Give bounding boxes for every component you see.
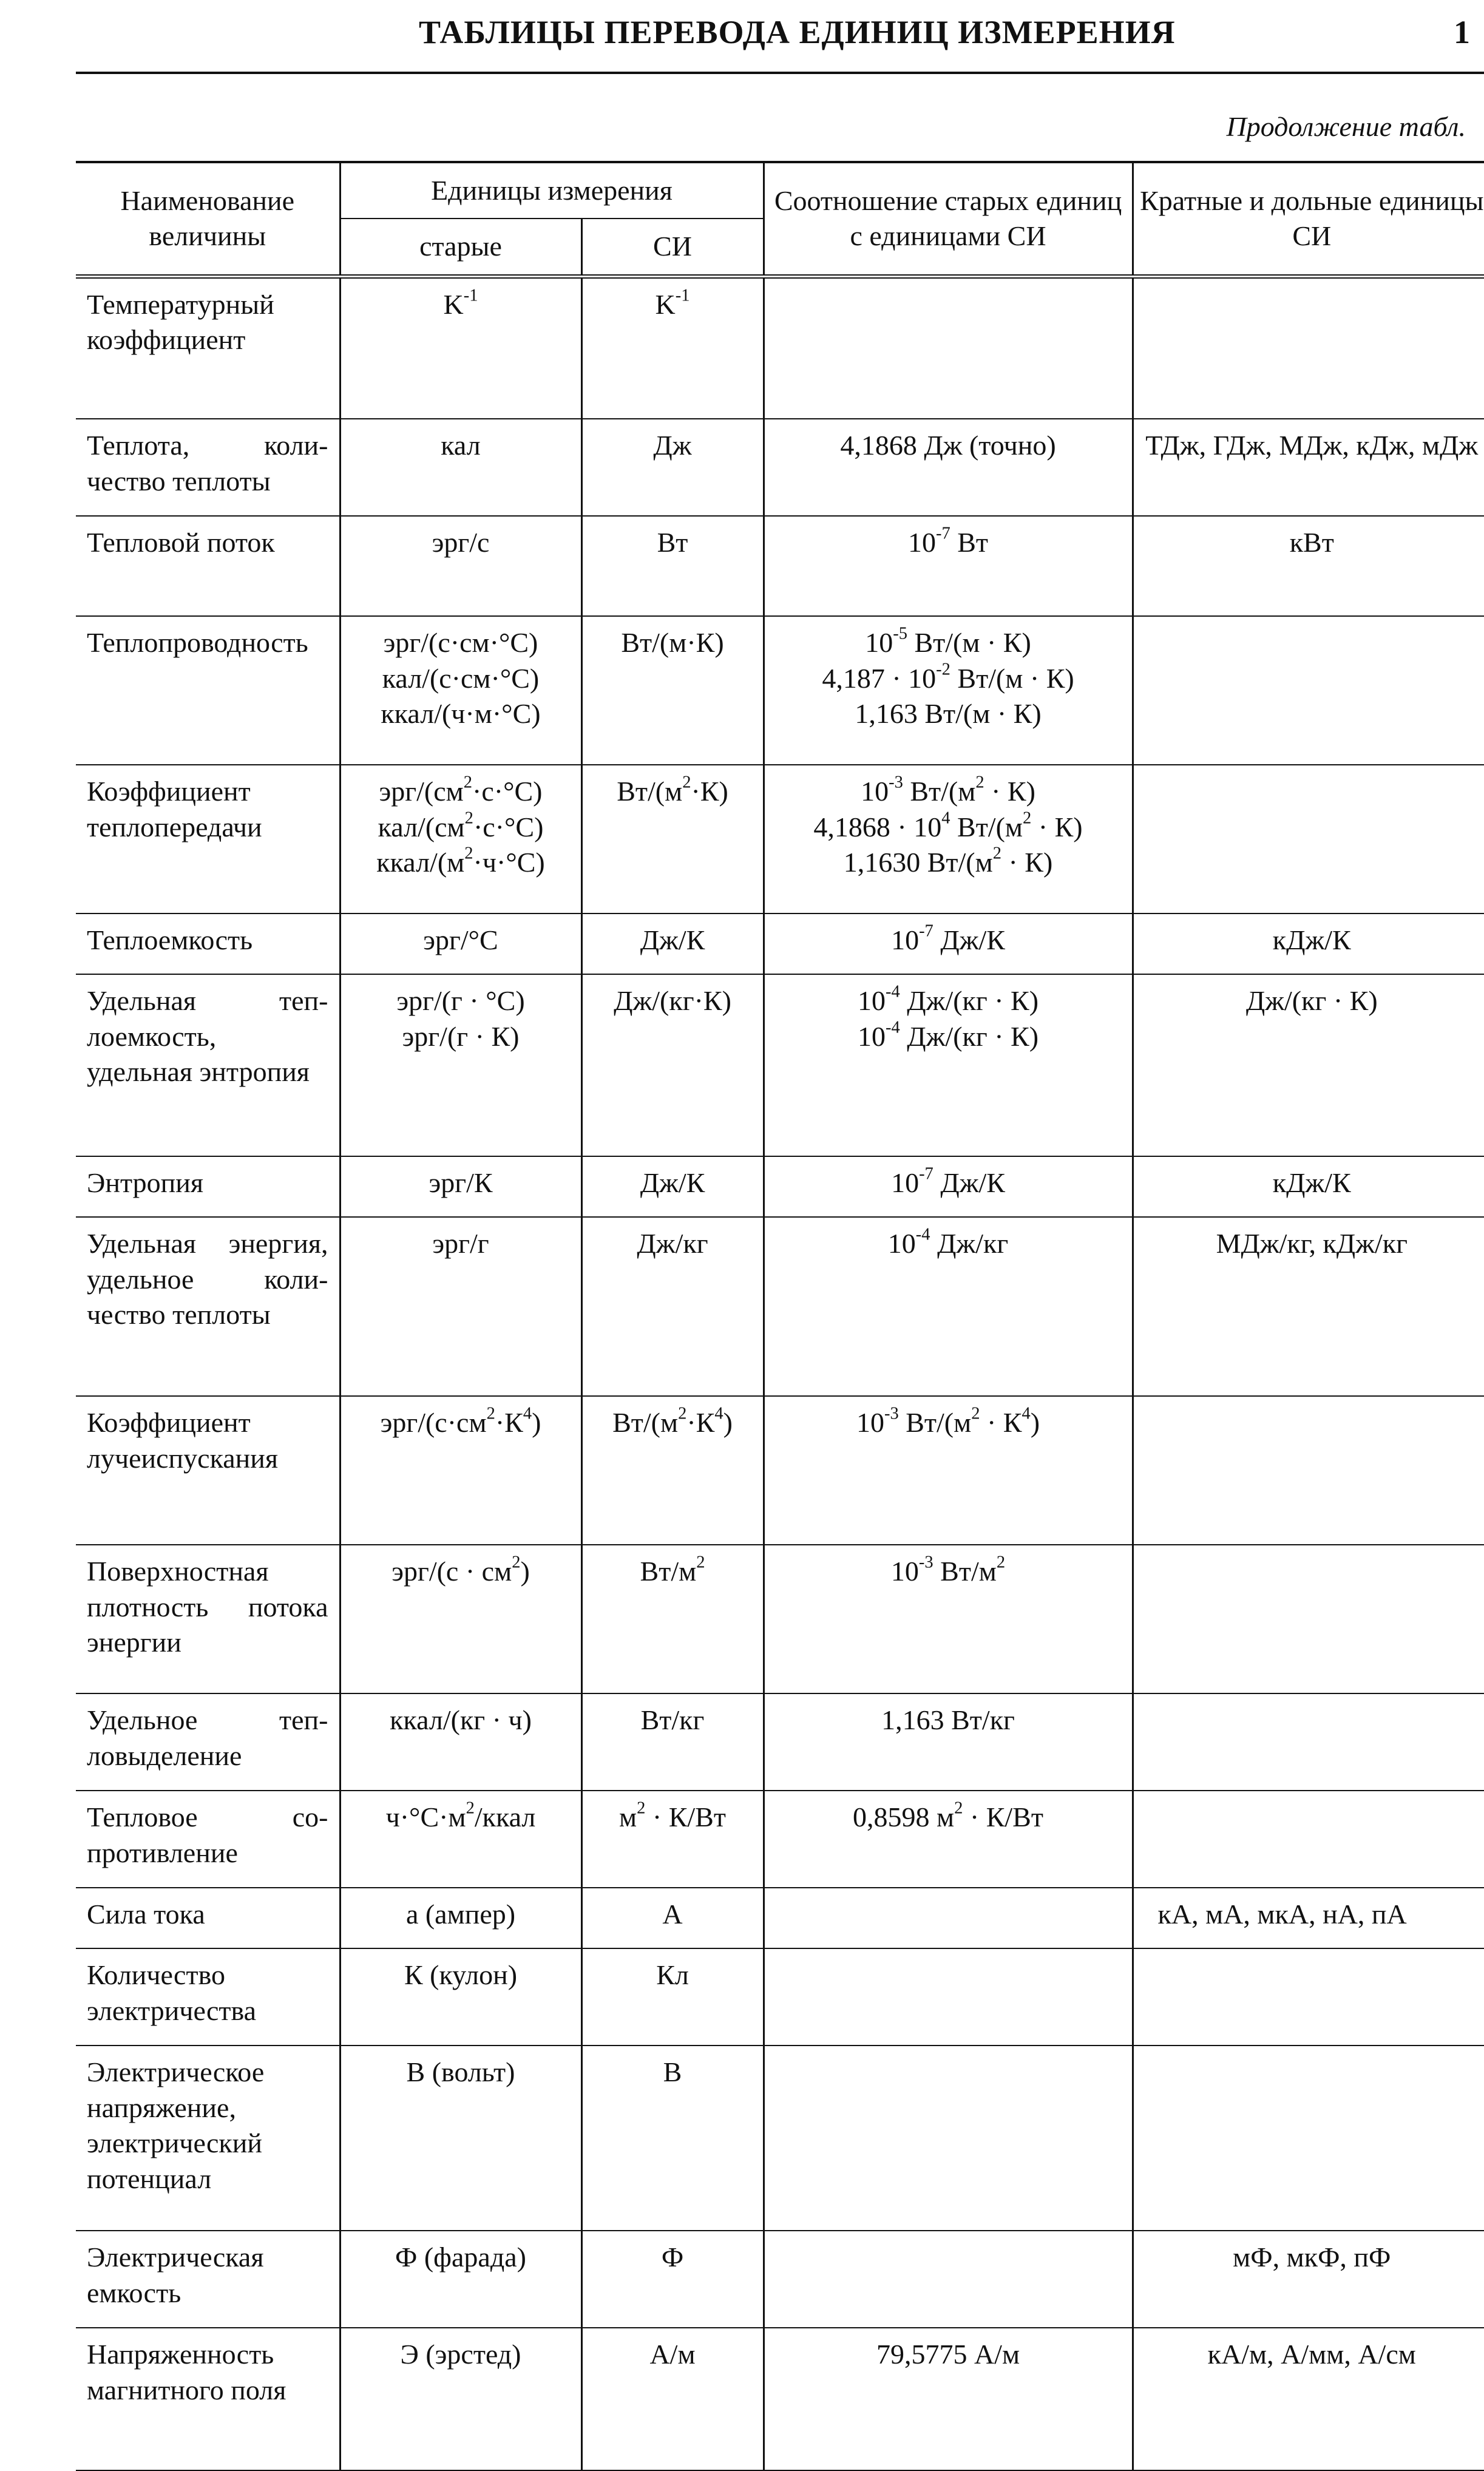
si-unit <box>581 516 764 616</box>
quantity-name: Удельная энергия, удельное количество теплоты <box>76 1217 340 1396</box>
table-row <box>76 1156 1484 1217</box>
si-value-line: А <box>662 1899 683 1930</box>
si-value-line: Вт <box>657 527 688 558</box>
relation-value-line: $4,187 \cdot 10^{-2}$ Вт/(м · К) <box>822 660 1074 694</box>
si-unit <box>581 974 764 1156</box>
old-unit <box>340 2231 581 2328</box>
table-body <box>76 276 1484 2470</box>
si-unit <box>581 276 764 419</box>
si-multiples: ТДж, ГДж, МДж, кДж, мДж <box>1133 419 1484 516</box>
superscript: 2 <box>466 1798 475 1818</box>
quantity-name: Коэффициент теплопередачи <box>76 765 340 913</box>
old-unit <box>340 765 581 913</box>
superscript: -4 <box>915 1225 930 1244</box>
superscript: -1 <box>675 286 690 305</box>
old-value-line: Ф (фарада) <box>395 2242 526 2273</box>
table-row <box>76 1545 1484 1693</box>
table-row <box>76 2046 1484 2231</box>
header-old: старые <box>340 219 581 276</box>
si-value-line: Дж/К <box>640 1167 705 1199</box>
si-value-line: Ф <box>661 2242 684 2273</box>
relation-value-line: 79,5775 А/м <box>876 2339 1020 2370</box>
conversion-relation <box>764 516 1133 616</box>
conversion-relation <box>764 2046 1133 2231</box>
old-value-line: Э (эрстед) <box>400 2339 521 2370</box>
conversion-relation <box>764 765 1133 913</box>
si-value-line: А/м <box>649 2339 696 2370</box>
si-multiples: кДж/К <box>1133 913 1484 974</box>
si-value-line: Дж/кг <box>637 1228 708 1259</box>
si-unit <box>581 1888 764 1948</box>
superscript: 2 <box>486 1404 495 1423</box>
si-value-line: Кл <box>656 1959 689 1991</box>
quantity-name: Сила тока <box>76 1888 340 1948</box>
relation-value-line: $10^{-4}$ Дж/(кг · К) <box>857 982 1039 1017</box>
header-multiples: Кратные и дольные единицы СИ <box>1133 162 1484 276</box>
conversion-relation <box>764 2328 1133 2470</box>
superscript: 2 <box>696 1553 705 1572</box>
quantity-name: Поверхностная плотность потока энергии <box>76 1545 340 1693</box>
table-row <box>76 1396 1484 1545</box>
unit-conversion-table <box>76 161 1484 2471</box>
relation-value-line: $10^{-4}$ Дж/(кг · К) <box>857 1018 1039 1052</box>
quantity-name: Теплопроводность <box>76 616 340 765</box>
superscript: -4 <box>885 982 900 1002</box>
si-multiples: кА/м, А/мм, А/см <box>1133 2328 1484 2470</box>
superscript: -2 <box>936 660 950 679</box>
conversion-relation <box>764 1791 1133 1888</box>
si-multiples <box>1133 1545 1484 1693</box>
quantity-name: Температурный коэффициент <box>76 276 340 419</box>
quantity-name: Напряженность магнитного поля <box>76 2328 340 2470</box>
superscript: 2 <box>975 773 984 792</box>
superscript: 2 <box>1023 808 1032 828</box>
superscript: 4 <box>523 1404 532 1423</box>
table-row <box>76 2231 1484 2328</box>
table-row <box>76 419 1484 516</box>
conversion-relation <box>764 913 1133 974</box>
si-unit <box>581 2231 764 2328</box>
si-value-line: Дж/(кг·К) <box>614 985 731 1017</box>
header-units-group: Единицы измерения <box>340 162 764 219</box>
table-row <box>76 516 1484 616</box>
si-multiples: кДж/К <box>1133 1156 1484 1217</box>
relation-value-line: $10^{-5}$ Вт/(м · К) <box>865 624 1031 659</box>
old-value-line: эрг/$(см^2\cdot с\cdot^\circ С)$ <box>379 773 543 807</box>
si-unit <box>581 1693 764 1791</box>
old-value-line: ккал/(кг · ч) <box>390 1704 532 1736</box>
header-rule <box>76 72 1484 74</box>
old-unit <box>340 516 581 616</box>
old-value-line: кал <box>441 430 481 461</box>
conversion-relation <box>764 2231 1133 2328</box>
si-multiples <box>1133 276 1484 419</box>
superscript: 4 <box>714 1404 723 1423</box>
old-unit <box>340 419 581 516</box>
old-unit <box>340 1948 581 2046</box>
superscript: 2 <box>996 1553 1006 1572</box>
old-value-line: эрг/°С <box>423 924 498 956</box>
conversion-relation <box>764 1156 1133 1217</box>
quantity-name: Тепловой поток <box>76 516 340 616</box>
table-row <box>76 974 1484 1156</box>
table-row <box>76 765 1484 913</box>
si-value-line: $K^{-1}$ <box>655 286 690 320</box>
superscript: 4 <box>941 808 950 828</box>
old-value-line: ккал/$(м^2\cdot ч\cdot^\circ С)$ <box>376 844 545 878</box>
old-value-line: $ч\cdot^\circ С\cdot м^2$/ккал <box>385 1798 536 1833</box>
si-multiples <box>1133 1396 1484 1545</box>
old-value-line: К (кулон) <box>404 1959 518 1991</box>
si-unit <box>581 1948 764 2046</box>
superscript: -4 <box>885 1018 900 1037</box>
page-title: ТАБЛИЦЫ ПЕРЕВОДА ЕДИНИЦ ИЗМЕРЕНИЯ <box>419 14 1176 50</box>
si-multiples: мФ, мкФ, пФ <box>1133 2231 1484 2328</box>
superscript: 2 <box>464 844 473 863</box>
quantity-name: Тепловое сопротивление <box>76 1791 340 1888</box>
conversion-relation <box>764 1693 1133 1791</box>
relation-value-line: $10^{-7}$ Дж/К <box>891 1164 1005 1199</box>
old-value-line: $K^{-1}$ <box>443 286 478 320</box>
quantity-name: Коэффициент лучеиспускания <box>76 1396 340 1545</box>
relation-value-line: $10^{-3}$ $Вт/(м^2 \cdot К)$ <box>861 773 1035 807</box>
si-multiples <box>1133 1948 1484 2046</box>
old-unit <box>340 1396 581 1545</box>
si-multiples: МДж/кг, кДж/кг <box>1133 1217 1484 1396</box>
superscript: 2 <box>954 1798 963 1818</box>
superscript: 2 <box>463 773 473 792</box>
si-multiples <box>1133 765 1484 913</box>
superscript: 2 <box>992 844 1001 863</box>
superscript: 2 <box>464 808 473 828</box>
conversion-relation <box>764 1888 1133 1948</box>
superscript: 2 <box>678 1404 687 1423</box>
relation-value-line: 1,163 Вт/(м · К) <box>855 698 1042 730</box>
header-relation: Соотношение старых единиц с единицами СИ <box>764 162 1133 276</box>
table-row <box>76 913 1484 974</box>
relation-value-line: $4,1868 \cdot 10^4$ $Вт/(м^2 \cdot К)$ <box>813 808 1083 842</box>
old-value-line: кал/$(см^2\cdot с\cdot^\circ С)$ <box>378 808 544 842</box>
si-multiples: кВт <box>1133 516 1484 616</box>
superscript: 2 <box>682 773 691 792</box>
quantity-name: Энтропия <box>76 1156 340 1217</box>
old-value-line: эрг/(г · °С) <box>396 985 525 1017</box>
si-value-line: Вт/кг <box>640 1704 705 1736</box>
old-unit <box>340 276 581 419</box>
table-header-row <box>76 162 1484 219</box>
table-row <box>76 2328 1484 2470</box>
old-value-line: $эрг/(с \cdot см^2)$ <box>391 1553 530 1587</box>
old-unit <box>340 1693 581 1791</box>
quantity-name: Электрическое напряжение, электрический потенциал <box>76 2046 340 2231</box>
superscript: -3 <box>884 1404 899 1423</box>
si-unit <box>581 913 764 974</box>
old-unit <box>340 616 581 765</box>
header-si: СИ <box>581 219 764 276</box>
si-value-line: Вт/(м·К) <box>621 627 724 659</box>
superscript: -1 <box>463 286 478 305</box>
superscript: -3 <box>918 1553 933 1572</box>
old-value-line: эрг/с <box>432 527 490 558</box>
conversion-relation <box>764 1396 1133 1545</box>
table-row <box>76 1693 1484 1791</box>
superscript: 2 <box>637 1798 646 1818</box>
si-value-line: Дж <box>653 430 692 461</box>
relation-value-line: $10^{-3}$ $Вт/(м^2 \cdot К^4)$ <box>856 1404 1040 1439</box>
old-unit <box>340 2328 581 2470</box>
quantity-name: Теплота, количество теплоты <box>76 419 340 516</box>
si-unit <box>581 2328 764 2470</box>
superscript: -5 <box>893 624 907 643</box>
old-value-line: эрг/г <box>432 1228 489 1259</box>
si-multiples <box>1133 616 1484 765</box>
header-name: Наименование величины <box>76 162 340 276</box>
si-unit <box>581 1545 764 1693</box>
table-row <box>76 276 1484 419</box>
old-unit <box>340 1156 581 1217</box>
si-multiples: Дж/(кг · К) <box>1133 974 1484 1156</box>
si-value-line: В <box>663 2056 682 2088</box>
conversion-relation <box>764 1217 1133 1396</box>
superscript: 2 <box>971 1404 980 1423</box>
page-number: 1 <box>1454 14 1470 50</box>
si-unit <box>581 765 764 913</box>
quantity-name: Электрическая емкость <box>76 2231 340 2328</box>
old-unit <box>340 974 581 1156</box>
conversion-relation <box>764 1545 1133 1693</box>
relation-value-line: 0,8598 $м^2 \cdot К/Вт$ <box>853 1798 1043 1833</box>
superscript: 2 <box>512 1553 521 1572</box>
si-unit <box>581 1396 764 1545</box>
superscript: -3 <box>889 773 903 792</box>
old-value-line: эрг/(с·см·°С) <box>383 627 538 659</box>
old-value-line: кал/(с·см·°С) <box>382 662 540 694</box>
quantity-name: Количество электричества <box>76 1948 340 2046</box>
old-value-line: В (вольт) <box>406 2056 515 2088</box>
table-row <box>76 1948 1484 2046</box>
old-value-line: эрг/(г · К) <box>402 1020 520 1052</box>
superscript: -7 <box>919 921 933 941</box>
old-value-line: эрг/К <box>429 1167 493 1199</box>
si-unit <box>581 1791 764 1888</box>
quantity-name: Удельная теплоемкость, удельная энтропия <box>76 974 340 1156</box>
relation-value-line: $10^{-7}$ Дж/К <box>891 921 1005 956</box>
superscript: -7 <box>919 1164 933 1184</box>
continuation-label: Продолжение табл. <box>1226 111 1466 142</box>
table-row <box>76 1791 1484 1888</box>
relation-value-line: $10^{-7}$ Вт <box>907 524 989 558</box>
relation-value-line: 4,1868 Дж (точно) <box>840 430 1056 461</box>
relation-value-line: 1,1630 $Вт/(м^2 \cdot К)$ <box>843 844 1053 878</box>
si-multiples <box>1133 1791 1484 1888</box>
si-multiples <box>1133 2046 1484 2231</box>
old-value-line: эрг/$(с\cdot см^2\cdot К^4)$ <box>380 1404 541 1439</box>
conversion-relation <box>764 1948 1133 2046</box>
si-unit <box>581 1156 764 1217</box>
old-unit <box>340 1888 581 1948</box>
conversion-relation <box>764 419 1133 516</box>
si-value-line: Дж/К <box>640 924 705 956</box>
si-value-line: $м^2 \cdot К/Вт$ <box>619 1798 726 1833</box>
si-value-line: $Вт/(м^2\cdot К)$ <box>617 773 728 807</box>
conversion-relation <box>764 974 1133 1156</box>
relation-value-line: 1,163 Вт/кг <box>881 1704 1015 1736</box>
table-row <box>76 616 1484 765</box>
table-row <box>76 1217 1484 1396</box>
page-header <box>0 0 1484 73</box>
table-row <box>76 1888 1484 1948</box>
si-unit <box>581 419 764 516</box>
conversion-relation <box>764 276 1133 419</box>
relation-value-line: $10^{-3}$ $Вт/м^2$ <box>890 1553 1006 1587</box>
quantity-name: Теплоемкость <box>76 913 340 974</box>
old-unit <box>340 1545 581 1693</box>
conversion-relation <box>764 616 1133 765</box>
quantity-name: Удельное тепловыделение <box>76 1693 340 1791</box>
old-unit <box>340 1791 581 1888</box>
si-unit <box>581 616 764 765</box>
old-value-line: ккал/(ч·м·°С) <box>381 698 541 730</box>
old-unit <box>340 913 581 974</box>
si-unit <box>581 2046 764 2231</box>
superscript: 4 <box>1022 1404 1031 1423</box>
si-multiples: кА, мА, мкА, нА, пА <box>1133 1888 1484 1948</box>
old-value-line: а (ампер) <box>405 1899 516 1930</box>
relation-value-line: $10^{-4}$ Дж/кг <box>887 1225 1009 1259</box>
si-multiples <box>1133 1693 1484 1791</box>
si-unit <box>581 1217 764 1396</box>
si-value-line: $Вт/м^2$ <box>640 1553 705 1587</box>
old-unit <box>340 1217 581 1396</box>
si-value-line: $Вт/(м^2\cdot К^4)$ <box>612 1404 733 1439</box>
superscript: -7 <box>935 524 950 543</box>
old-unit <box>340 2046 581 2231</box>
